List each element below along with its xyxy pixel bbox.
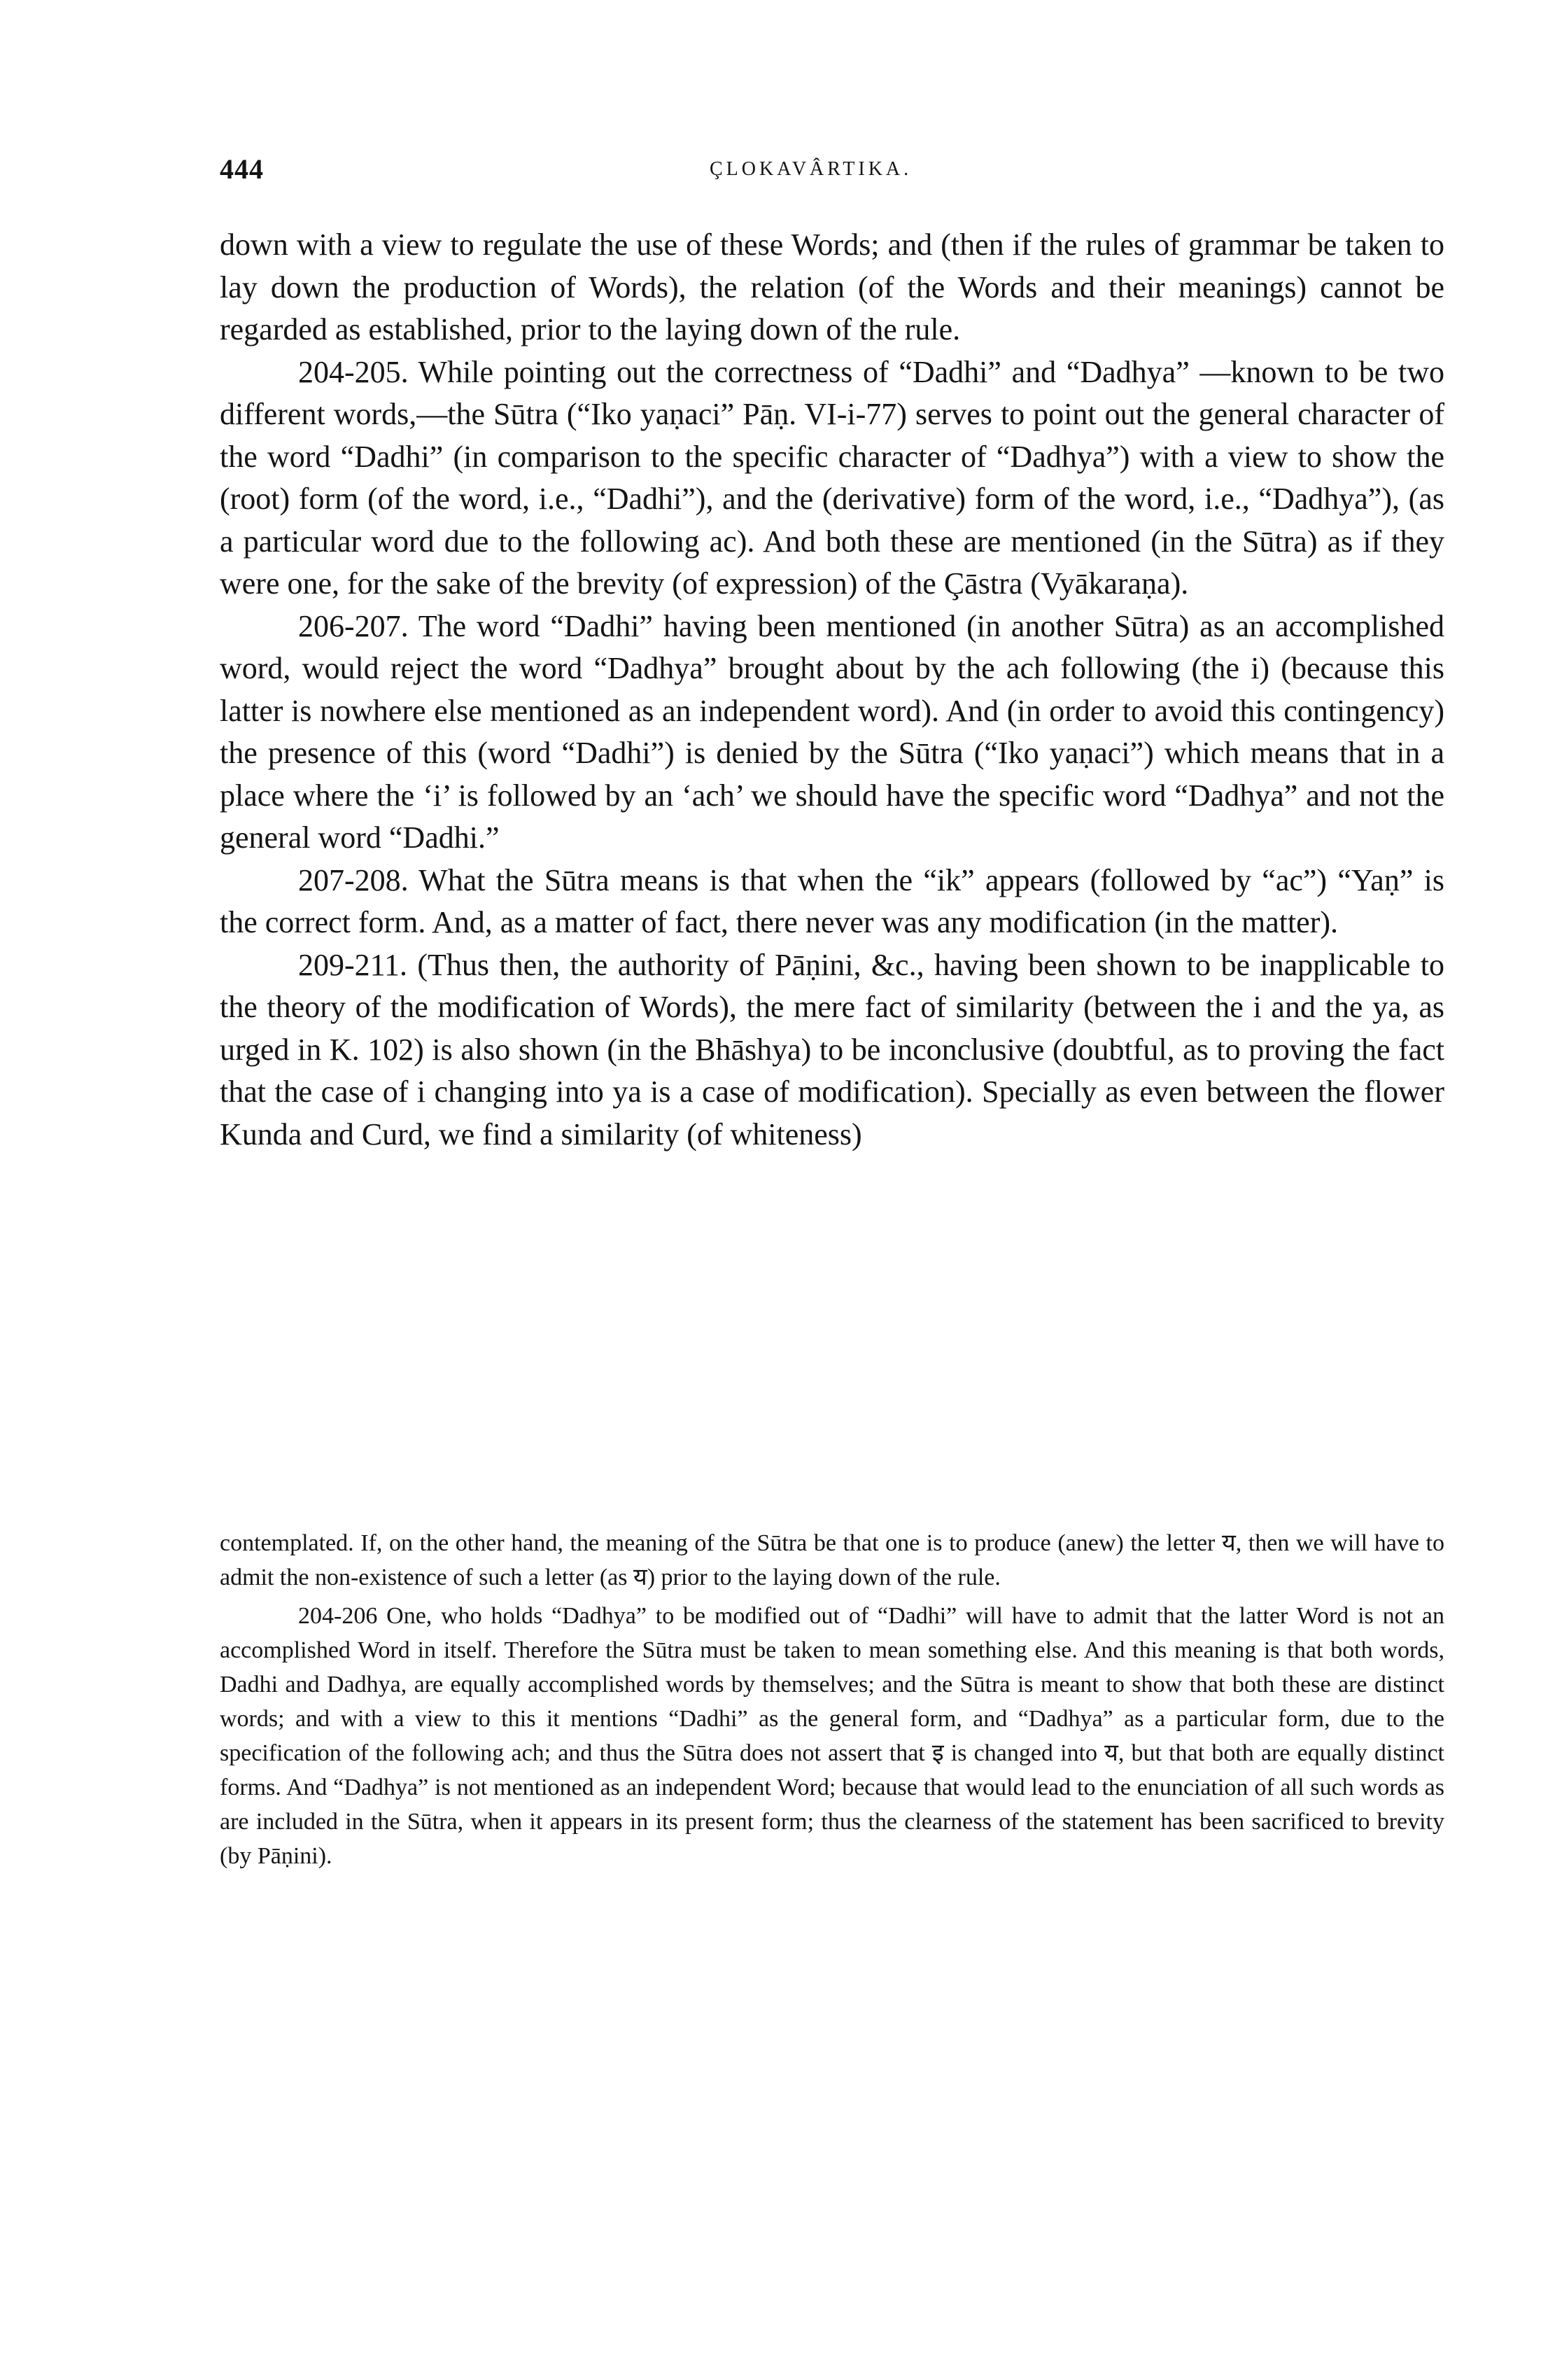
paragraph-204-205: 204-205. While pointing out the correctness of “Dadhi” and “Dadhya” —known to be two different words,—the Sūtra (“Iko yaṇaci” Pāṇ. VI-i-77) serves to point out the general character of the word “Dadhi” (in comparison to the specific character of “Dadhya”) with a view to show the (root) form (of the word, i.e., “Dadhi”), and the (derivative) form of the word, i.e., “Dadhya”), (as a particular word due to the following ac). And both these are mentioned (in the Sūtra) as if they were one, for the sake of the brevity (of expression) of the Çāstra (Vyākaraṇa). [220,354,1444,601]
page-number: 444 [220,153,264,185]
paragraph-continuation: down with a view to regulate the use of these Words; and (then if the rules of grammar be taken to lay down the production of Words), the relation (of the Words and their meanings) cannot be regarded as established, prior to the laying down of the rule. [220,227,1444,346]
paragraph-209-211: 209-211. (Thus then, the authority of Pāṇini, &c., having been shown to be inapplicable to the theory of the modification of Words), the mere fact of similarity (between the i and the ya, as urged in K. 102) is also shown (in the Bhāshya) to be inconclusive (doubtful, as to proving the fact that the case of i changing into ya is a case of modification). Specially as even between the flower Kunda and Curd, we find a similarity (of whiteness) [220,947,1444,1152]
main-text [220,224,1444,1156]
paragraph-206-207: 206-207. The word “Dadhi” having been mentioned (in another Sūtra) as an accomplished word, would reject the word “Dadhya” brought about by the ach following (the i) (because this latter is nowhere else mentioned as an independent word). And (in order to avoid this contingency) the presence of this (word “Dadhi”) is denied by the Sūtra (“Iko yaṇaci”) which means that in a place where the ‘i’ is followed by an ‘ach’ we should have the specific word “Dadhya” and not the general word “Dadhi.” [220,608,1444,855]
footnote-204-206: 204-206 One, who holds “Dadhya” to be modified out of “Dadhi” will have to admit that the latter Word is not an accomplished Word in itself. Therefore the Sūtra must be taken to mean something else. And this meaning is that both words, Dadhi and Dadhya, are equally accomplished words by themselves; and the Sūtra is meant to show that both these are distinct words; and with a view to this it mentions “Dadhi” as the general form, and “Dadhya” as a particular form, due to the specification of the following ach; and thus the Sūtra does not assert that इ is changed into य, but that both are equally distinct forms. And “Dadhya” is not mentioned as an independent Word; because that would lead to the enunciation of all such words as are included in the Sūtra, when it appears in its present form; thus the clearness of the statement has been sacrificed to brevity (by Pāṇini). [220,1603,1444,1869]
page-header [220,153,1451,195]
paragraph-207-208: 207-208. What the Sūtra means is that when the “ik” appears (followed by “ac”) “Yaṇ” is the correct form. And, as a matter of fact, there never was any modification (in the matter). [220,862,1444,939]
running-title: ÇLOKAVÂRTIKA. [710,158,913,180]
footnotes [220,1526,1444,1877]
footnote-continuation: contemplated. If, on the other hand, the meaning of the Sūtra be that one is to produce (anew) the letter य, then we will have to admit the non-existence of such a letter (as य) prior to the laying down of the rule. [220,1530,1444,1590]
